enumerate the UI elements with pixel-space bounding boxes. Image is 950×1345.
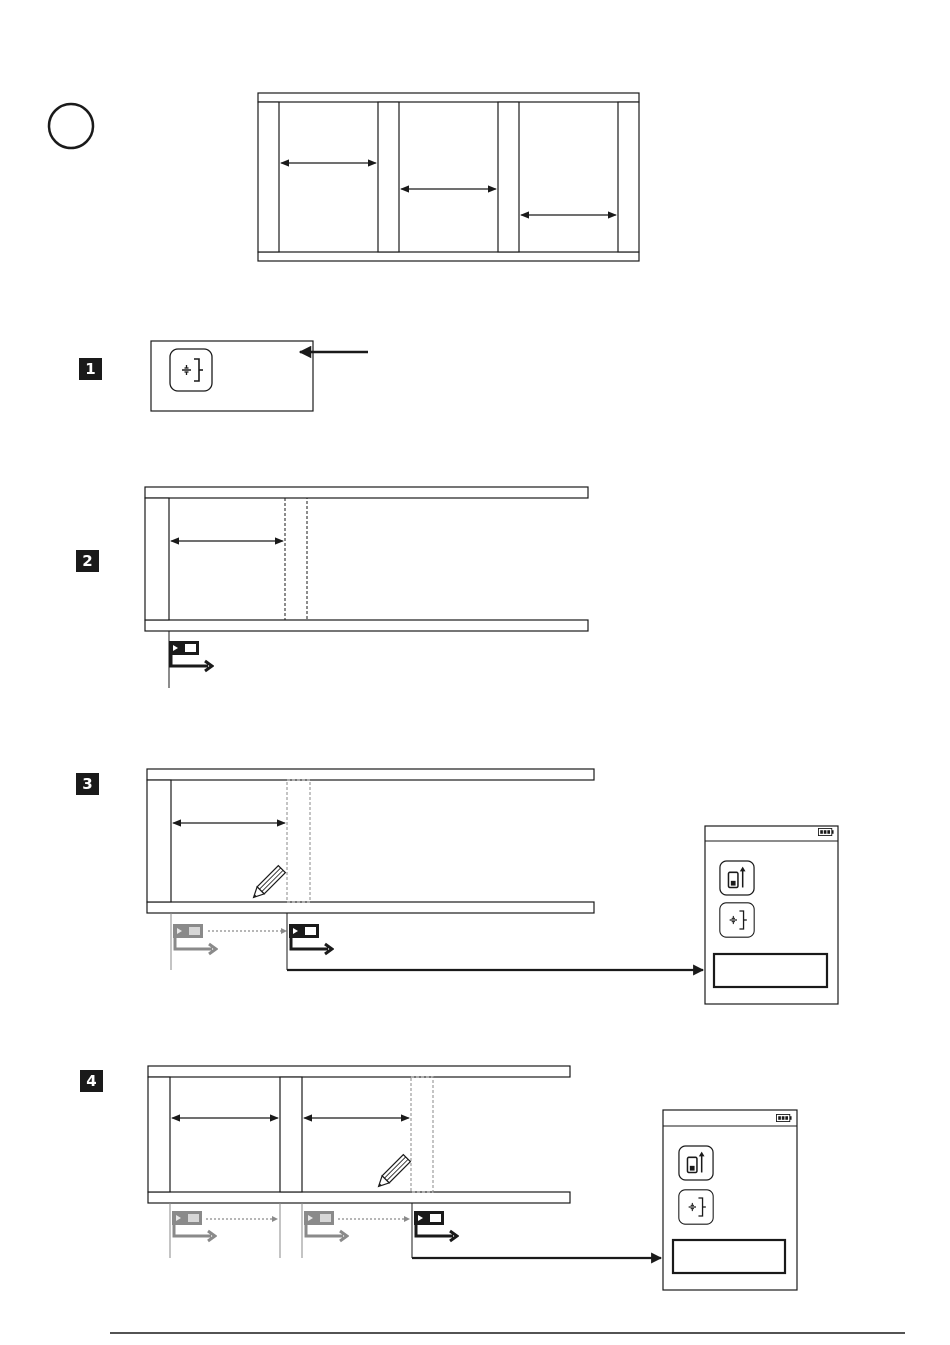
intro-frame [258, 93, 639, 261]
pencil-icon [375, 1155, 410, 1190]
device-measure-icon[interactable] [720, 861, 754, 895]
step-badge-3: 3 [76, 773, 99, 795]
laser-device-icon [414, 1211, 457, 1241]
step4-target-stud [411, 1077, 433, 1192]
laser-device-ghost-icon [172, 1211, 215, 1241]
stakeout-mode-icon[interactable] [170, 349, 212, 391]
battery-icon [776, 1114, 791, 1121]
laser-device-ghost-icon [173, 924, 216, 954]
laser-device-ghost-icon [304, 1211, 347, 1241]
step3-device-screen [705, 826, 838, 1004]
laser-device-icon [169, 641, 212, 671]
step4-frame [148, 1066, 570, 1203]
laser-device-icon [289, 924, 332, 954]
step-badge-4: 4 [80, 1070, 103, 1092]
step2-frame [145, 487, 588, 631]
step4-device-screen [663, 1110, 797, 1290]
pencil-icon [250, 866, 285, 901]
circle-outline-icon [49, 104, 93, 148]
stakeout-mode-icon[interactable] [720, 903, 754, 937]
step-badge-1: 1 [79, 358, 102, 380]
battery-icon [818, 828, 833, 835]
step3-frame [147, 769, 594, 913]
step3-target-stud [287, 780, 310, 902]
result-field [673, 1240, 785, 1273]
result-field [714, 954, 827, 987]
device-measure-icon[interactable] [679, 1146, 713, 1180]
step-badge-2: 2 [76, 550, 99, 572]
step2-target-stud [285, 498, 307, 620]
stakeout-mode-icon[interactable] [679, 1190, 713, 1224]
